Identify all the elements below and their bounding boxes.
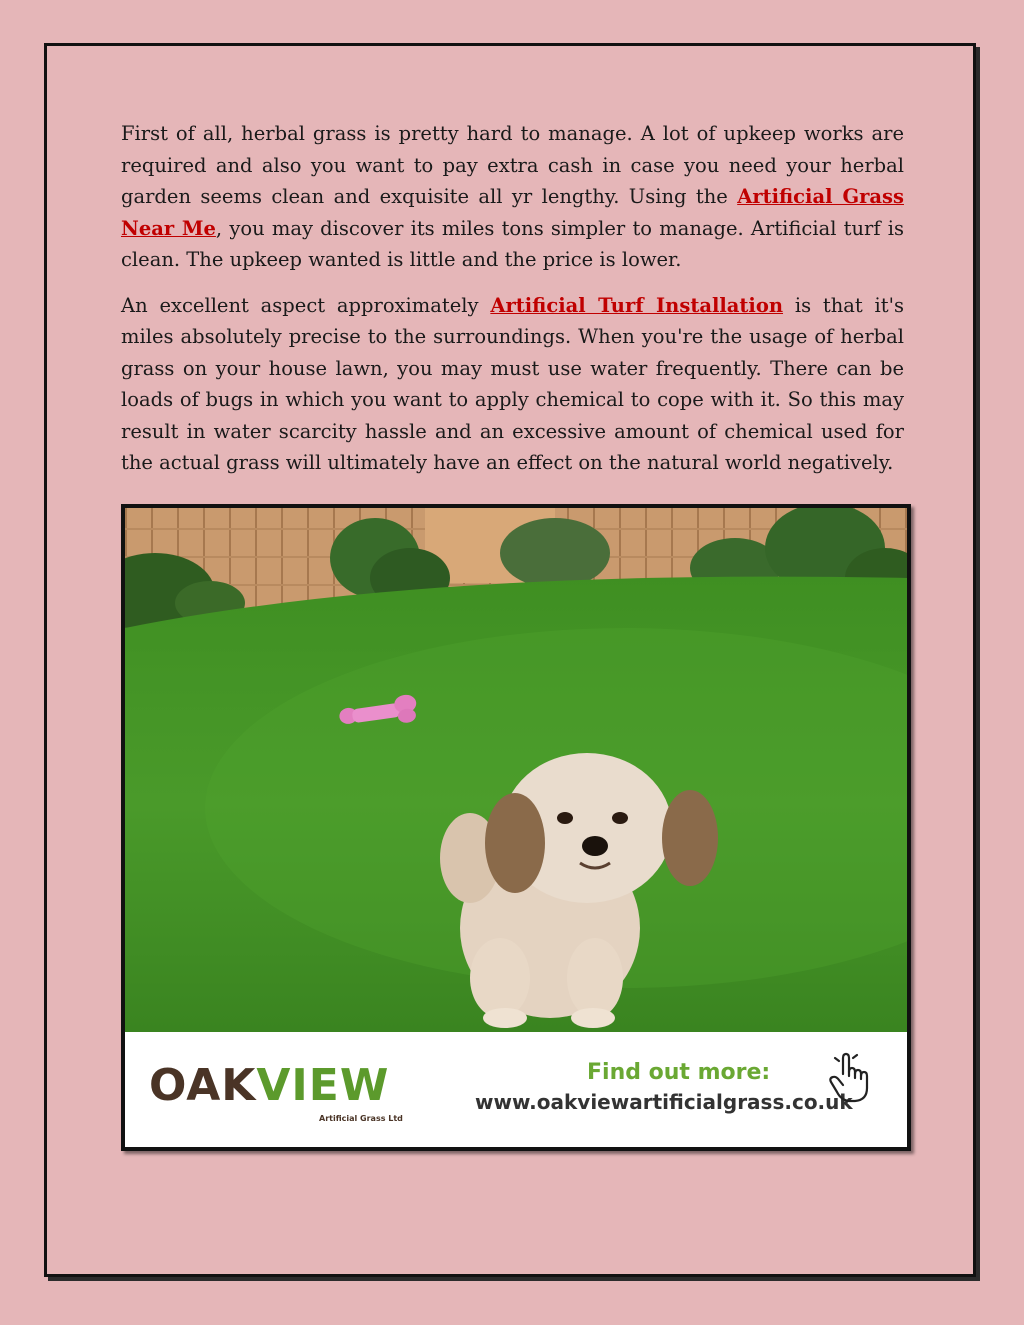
paragraph-2 (121, 290, 904, 479)
lawn-dog-photo (121, 504, 911, 1151)
website-url[interactable]: www.oakviewartificialgrass.co.uk (475, 1090, 853, 1114)
artificial-turf-installation-link[interactable]: Artificial Turf Installation (490, 293, 784, 317)
oakview-logo (149, 1062, 389, 1110)
oakview-banner (125, 1032, 907, 1151)
paragraph-1 (121, 118, 904, 276)
find-out-more-title: Find out more: (587, 1060, 771, 1085)
pointer-hand-icon (825, 1052, 875, 1104)
logo-text-oak: OAK (149, 1060, 257, 1111)
logo-subtitle: Artificial Grass Ltd (319, 1114, 403, 1123)
logo-text-view: VIEW (256, 1060, 390, 1111)
artificial-grass-near-me-link[interactable]: Artificial Grass Near Me (121, 185, 904, 240)
paragraph-1-text-before: First of all, herbal grass is pretty hard to manage. A lot of upkeep works are required and also you want to pay extra cash in case you need your herbal garden seems clean and exquisite all yr lengthy. Using the (121, 122, 904, 208)
paragraph-1-text-after: , you may discover its miles tons simpler to manage. Artificial turf is clean. The upkeep wanted is little and the price is lower. (121, 216, 904, 271)
paragraph-2-text-after: is that it's miles absolutely precise to the surroundings. When you're the usage of herbal grass on your house lawn, you may must use water frequently. There can be loads of bugs in which you want to apply chemical to cope with it. So this may result in water scarcity hassle and an excessive amount of chemical used for the actual grass will ultimately have an effect on the natural world negatively. (121, 293, 904, 474)
lawn-scene-illustration (125, 508, 907, 1032)
paragraph-2-text-before: An excellent aspect approximately (121, 293, 491, 317)
article-text (121, 118, 904, 493)
